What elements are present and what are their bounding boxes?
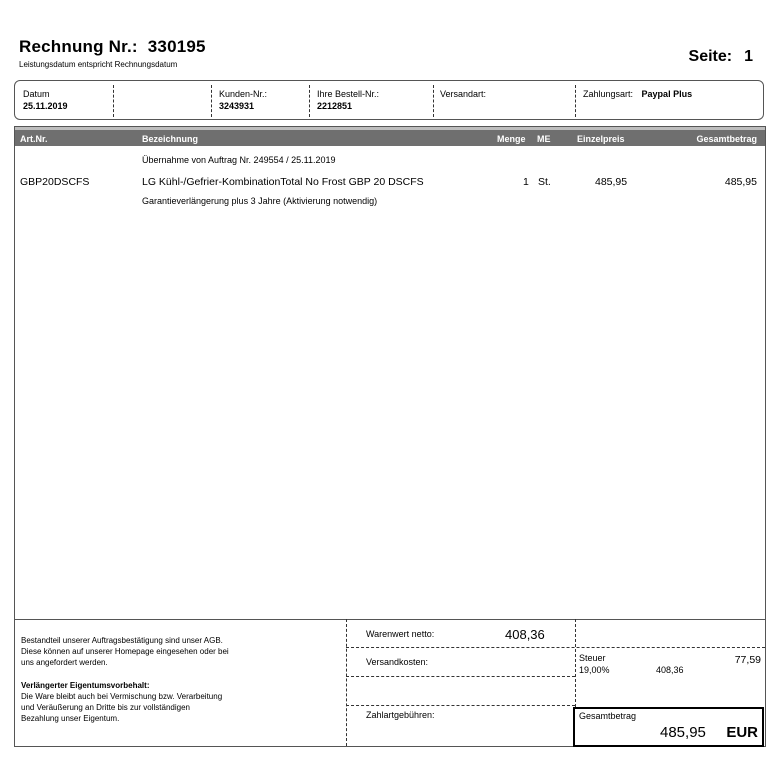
steuer-value: 77,59 <box>734 654 761 666</box>
eigentum-text <box>21 680 222 724</box>
zahlungsart-value: Paypal Plus <box>641 89 693 99</box>
datum-label: Datum <box>23 89 50 99</box>
col-header-einzelpreis: Einzelpreis <box>577 134 625 144</box>
info-divider <box>309 85 310 117</box>
info-divider <box>433 85 434 117</box>
table-header-bar <box>15 127 765 146</box>
page-number: 1 <box>744 48 753 65</box>
col-header-bezeichnung: Bezeichnung <box>142 134 199 144</box>
gesamtbetrag-value: 485,95 <box>660 724 706 741</box>
warenwert-label: Warenwert netto: <box>366 629 435 639</box>
info-divider <box>113 85 114 117</box>
invoice-number: 330195 <box>147 37 206 56</box>
page-label: Seite: <box>688 48 733 65</box>
agb-line: uns angefordert werden. <box>21 658 108 667</box>
col-header-menge: Menge <box>497 134 526 144</box>
zahlungsart-label: Zahlungsart: <box>583 89 634 99</box>
gesamtbetrag-label: Gesamtbetrag <box>579 711 637 721</box>
order-note: Übernahme von Auftrag Nr. 249554 / 25.11.2019 <box>142 155 336 165</box>
versandart-label: Versandart: <box>440 89 487 99</box>
col-header-art-nr: Art.Nr. <box>20 134 48 144</box>
footer-divider <box>346 619 347 746</box>
eigentum-line: Bezahlung unser Eigentum. <box>21 714 120 723</box>
invoice-title-label: Rechnung Nr.: <box>19 37 138 56</box>
item-me: St. <box>538 176 551 188</box>
info-zahlungsart <box>583 88 692 100</box>
info-bestell <box>317 88 379 112</box>
footer-divider <box>346 647 765 648</box>
agb-text <box>21 635 229 668</box>
col-header-gesamtbetrag: Gesamtbetrag <box>696 134 757 144</box>
zahlartgebuehren-label: Zahlartgebühren: <box>366 710 435 720</box>
eigentum-line: Die Ware bleibt auch bei Vermischung bzw. Verarbeitung <box>21 692 223 701</box>
agb-line: Bestandteil unserer Auftragsbestätigung sind unser AGB. <box>21 636 223 645</box>
line-items-box <box>14 126 766 747</box>
total-box <box>573 707 764 747</box>
warenwert-value: 408,36 <box>505 627 545 642</box>
item-bezeichnung: LG Kühl-/Gefrier-KombinationTotal No Frost GBP 20 DSCFS <box>142 176 424 188</box>
eigentum-title: Verlängerter Eigentumsvorbehalt: <box>21 681 150 690</box>
info-divider <box>211 85 212 117</box>
item-einzelpreis: 485,95 <box>595 176 628 188</box>
info-box <box>14 80 764 120</box>
item-art-nr: GBP20DSCFS <box>20 176 90 188</box>
bestell-value: 2212851 <box>317 101 353 111</box>
versandkosten-label: Versandkosten: <box>366 657 429 667</box>
footer-divider <box>575 619 576 707</box>
footer-divider <box>346 676 575 677</box>
footer-separator <box>15 619 765 620</box>
footer-divider <box>346 705 575 706</box>
currency: EUR <box>726 724 758 741</box>
kunden-label: Kunden-Nr.: <box>219 89 268 99</box>
datum-value: 25.11.2019 <box>23 101 68 111</box>
steuer-rate: 19,00% <box>579 665 610 675</box>
steuer-label: Steuer <box>579 653 606 663</box>
info-divider <box>575 85 576 117</box>
bestell-label: Ihre Bestell-Nr.: <box>317 89 380 99</box>
item-menge: 1 <box>523 176 529 188</box>
invoice-subtitle: Leistungsdatum entspricht Rechnungsdatum <box>19 60 178 69</box>
invoice-title <box>19 37 206 57</box>
info-kunden <box>219 88 267 112</box>
agb-line: Diese können auf unserer Homepage eingesehen oder bei <box>21 647 229 656</box>
info-versandart <box>440 88 486 100</box>
steuer-base: 408,36 <box>656 665 684 675</box>
page-indicator <box>689 48 753 66</box>
info-datum <box>23 88 68 112</box>
col-header-me: ME <box>537 134 551 144</box>
kunden-value: 3243931 <box>219 101 255 111</box>
item-extra-info: Garantieverlängerung plus 3 Jahre (Aktivierung notwendig) <box>142 196 378 206</box>
eigentum-line: und Veräußerung an Dritte bis zur vollständigen <box>21 703 190 712</box>
item-gesamtbetrag: 485,95 <box>724 176 757 188</box>
